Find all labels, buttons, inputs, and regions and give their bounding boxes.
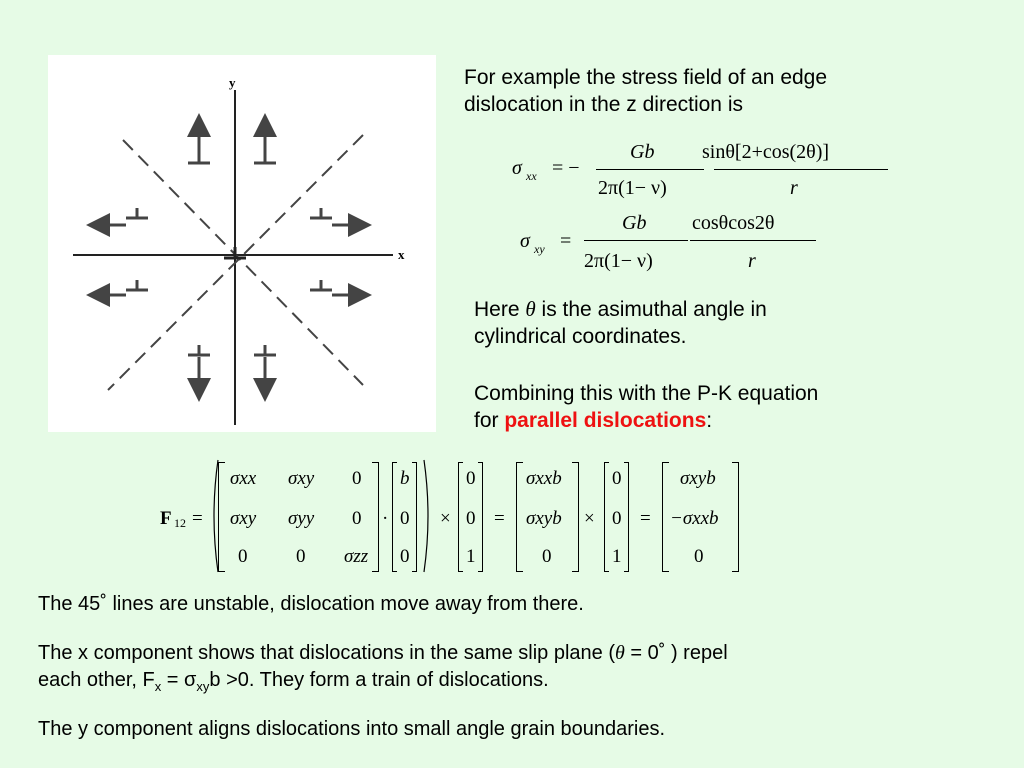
note-x-sub-xy: xy	[196, 679, 210, 694]
eq-sxx-num1: Gb	[630, 141, 655, 163]
eq-sxx-symbol: σ	[512, 157, 522, 179]
vb-cell: 0	[400, 546, 410, 567]
eq-sxy-equals: =	[560, 230, 572, 252]
note-x-part-b: ) repel	[670, 642, 728, 664]
vz-bracket-left	[458, 462, 463, 572]
dislocation-left-lower	[98, 280, 148, 295]
intro-text	[464, 64, 827, 118]
vz2-cell: 0	[612, 508, 622, 529]
m1-cell: 0	[296, 546, 306, 567]
m1-bracket-left	[218, 462, 225, 572]
eq-sxy-symbol: σ	[520, 230, 530, 252]
m1-bracket-right	[372, 462, 379, 572]
mat-eq2: =	[494, 508, 505, 529]
vs-cell: σxxb	[526, 468, 562, 489]
note-x-part-c3: b >0. They form a train of dislocations.	[209, 669, 549, 691]
intro-line-1: For example the stress field of an edge	[464, 66, 828, 89]
eq-sxx-fracbar2	[714, 169, 888, 170]
origin-dislocation	[224, 247, 246, 258]
vz-cell: 0	[466, 468, 476, 489]
vz-cell: 0	[466, 508, 476, 529]
eq-sxy-fracbar2	[690, 240, 816, 241]
note-y-component: The y component aligns dislocations into small angle grain boundaries.	[38, 718, 666, 740]
combining-text	[474, 380, 818, 434]
eq-sxx-den2: r	[790, 177, 798, 199]
dislocation-upper-right	[254, 125, 276, 163]
combining-line-2	[474, 407, 818, 434]
diagonal-line-1	[123, 140, 363, 385]
m1-cell: σyy	[288, 508, 315, 529]
here-text	[474, 296, 767, 350]
mat-eq3: =	[640, 508, 651, 529]
dislocation-right-upper	[310, 208, 360, 225]
m1-cell: 0	[238, 546, 248, 567]
here-after: is the asimuthal angle in	[541, 298, 767, 321]
mat-lhs-sub: 12	[174, 516, 186, 530]
res-bracket-right	[732, 462, 739, 572]
note-x-part-c2: = σ	[161, 669, 197, 691]
m1-cell: σxy	[230, 508, 257, 529]
dislocation-figure	[48, 55, 436, 432]
eq-sxx-num2: sinθ[2+cos(2θ)]	[702, 141, 830, 163]
res-cell: σxyb	[680, 468, 716, 489]
eq-sxy-den1: 2π(1− ν)	[584, 250, 653, 272]
m1-cell: σzz	[344, 546, 369, 567]
eq-sxy-fracbar1	[584, 240, 688, 241]
m1-cell: 0	[352, 468, 362, 489]
equation-sigma-xy	[520, 208, 840, 278]
eq-sxy-num2: cosθcos2θ	[692, 212, 775, 234]
note-x-eq: = 0˚	[624, 642, 671, 664]
mat-lhs: F	[160, 508, 172, 529]
here-before: Here	[474, 298, 520, 321]
dislocation-lower-right	[254, 345, 276, 390]
m1-cell: 0	[352, 508, 362, 529]
mat-paren-right	[422, 458, 434, 574]
vs-cell: 0	[542, 546, 552, 567]
combining-colon: :	[706, 409, 713, 432]
combining-line-1: Combining this with the P-K equation	[474, 382, 819, 405]
res-cell: 0	[694, 546, 704, 567]
here-line-1	[474, 296, 767, 323]
axis-label-y: y	[229, 75, 236, 90]
mat-eq1: =	[192, 508, 203, 529]
vb-bracket-left	[392, 462, 397, 572]
combining-for: for	[474, 409, 505, 432]
eq-sxx-fracbar1	[596, 169, 704, 170]
vz2-bracket-right	[624, 462, 629, 572]
vs-cell: σxyb	[526, 508, 562, 529]
equation-sigma-xx	[512, 137, 902, 207]
note-x-component	[38, 640, 998, 700]
here-theta: θ	[525, 297, 536, 321]
axis-label-x: x	[398, 247, 405, 262]
note-x-sub-x: x	[154, 679, 162, 694]
mat-times2: ×	[584, 508, 595, 529]
here-line-2: cylindrical coordinates.	[474, 325, 687, 348]
m1-cell: σxy	[288, 468, 315, 489]
dislocation-upper-left	[188, 125, 210, 163]
intro-line-2: dislocation in the z direction is	[464, 93, 743, 116]
note-45-lines: The 45˚ lines are unstable, dislocation move away from there.	[38, 593, 584, 615]
dislocation-diagram	[48, 55, 436, 432]
res-bracket-left	[662, 462, 669, 572]
eq-sxy-den2: r	[748, 250, 756, 272]
vz-bracket-right	[478, 462, 483, 572]
vz-cell: 1	[466, 546, 476, 567]
eq-sxy-num1: Gb	[622, 212, 647, 234]
mat-times: ×	[440, 508, 451, 529]
vs-bracket-left	[516, 462, 523, 572]
vz2-cell: 0	[612, 468, 622, 489]
eq-sxx-sub: xx	[526, 169, 537, 183]
note-x-line-1	[38, 640, 998, 667]
mat-dot: ·	[382, 508, 389, 529]
eq-sxx-equals: = −	[552, 157, 580, 179]
eq-sxy-sub: xy	[534, 242, 545, 256]
matrix-equation	[160, 458, 760, 578]
vz2-cell: 1	[612, 546, 622, 567]
combining-highlight: parallel dislocations	[504, 409, 707, 432]
m1-cell: σxx	[230, 468, 257, 489]
dislocation-lower-left	[188, 345, 210, 390]
dislocation-right-lower	[310, 280, 360, 295]
note-x-theta: θ	[614, 642, 625, 664]
vs-bracket-right	[572, 462, 579, 572]
eq-sxx-den1: 2π(1− ν)	[598, 177, 667, 199]
note-x-part-a: The x component shows that dislocations in the same slip plane (	[38, 642, 615, 664]
vb-bracket-right	[412, 462, 417, 572]
dislocation-left-upper	[98, 208, 148, 225]
vb-cell: b	[400, 468, 410, 489]
res-cell: −σxxb	[670, 508, 719, 529]
vb-cell: 0	[400, 508, 410, 529]
note-x-part-c1: each other, F	[38, 669, 155, 691]
note-x-line-2	[38, 667, 998, 700]
vz2-bracket-left	[604, 462, 609, 572]
